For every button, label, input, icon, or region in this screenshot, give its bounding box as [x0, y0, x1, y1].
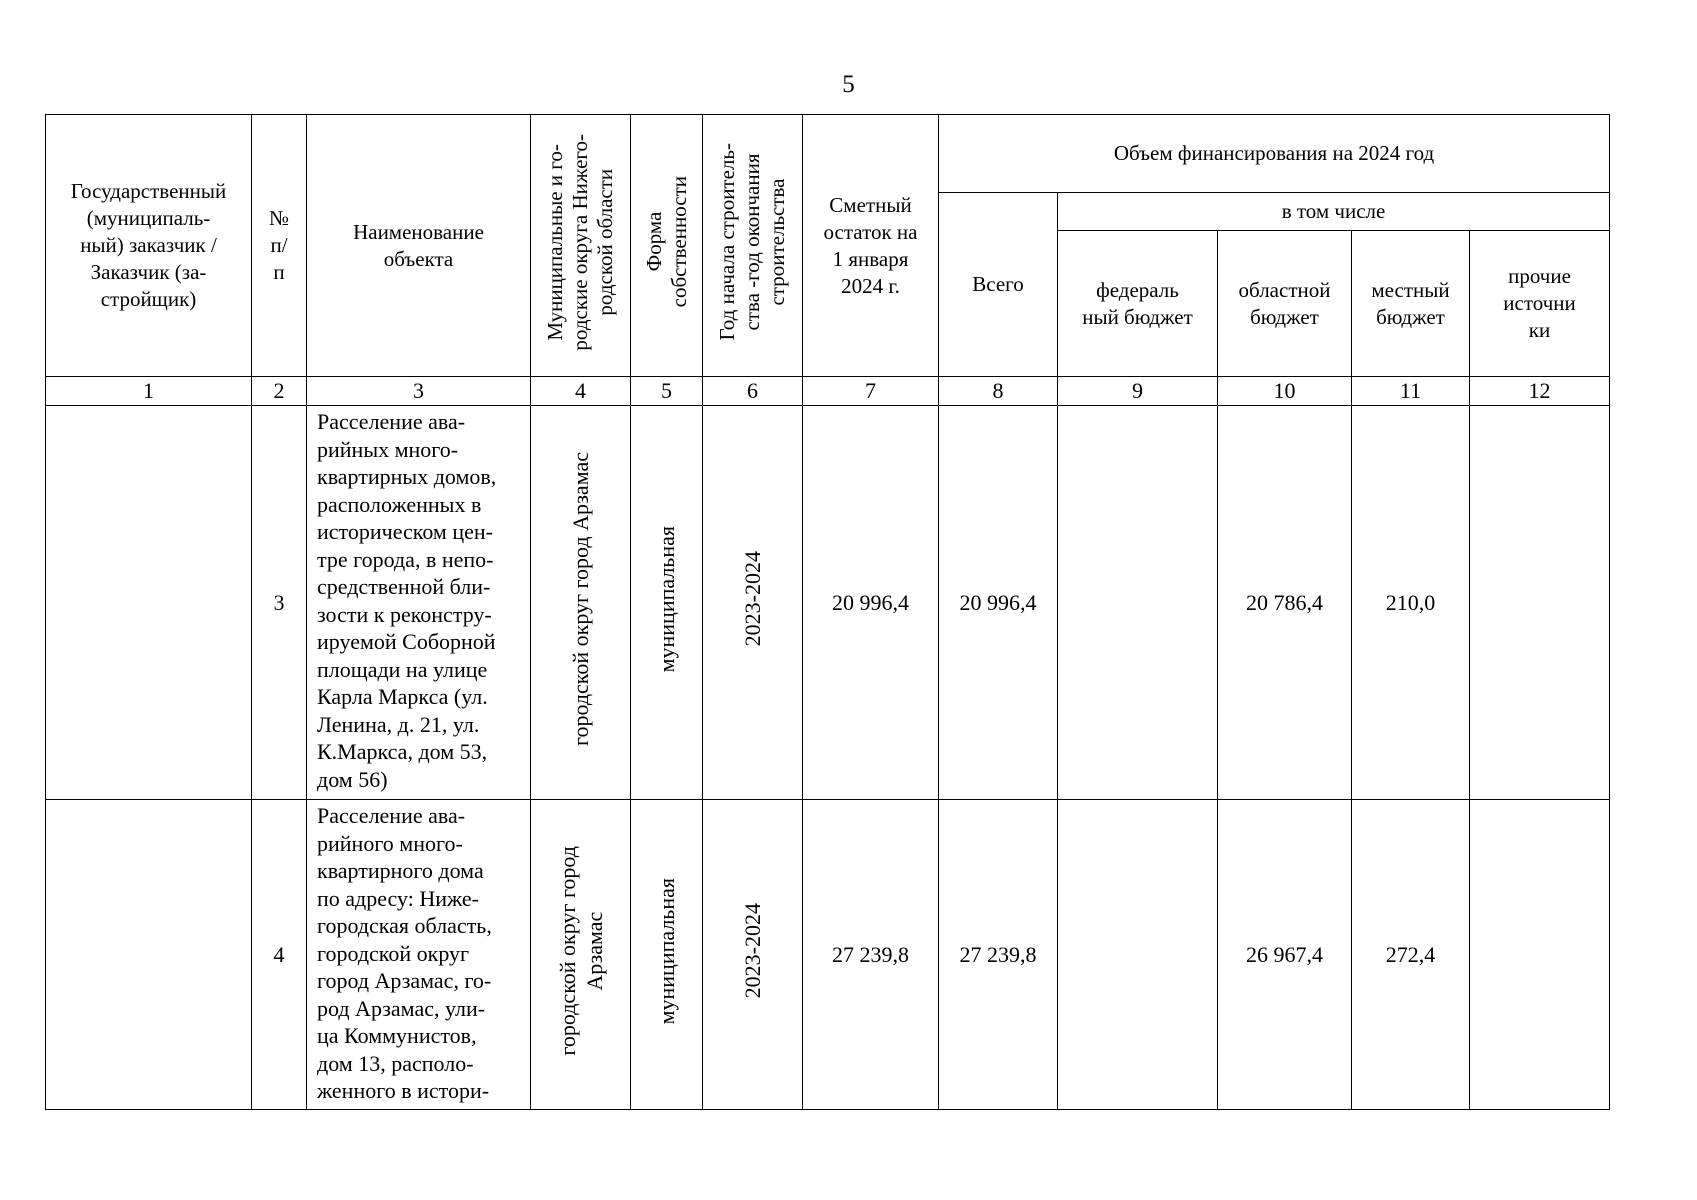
cell-local: 210,0 — [1352, 406, 1470, 800]
header-object-name: Наименование объекта — [307, 115, 531, 377]
cell-estimate: 27 239,8 — [803, 800, 939, 1110]
cell-total: 27 239,8 — [939, 800, 1058, 1110]
financing-table — [45, 114, 1610, 1110]
column-number: 1 — [46, 377, 252, 406]
header-other: прочие источни ки — [1470, 231, 1610, 377]
cell-regional: 26 967,4 — [1218, 800, 1352, 1110]
cell-regional: 20 786,4 — [1218, 406, 1352, 800]
header-local: местный бюджет — [1352, 231, 1470, 377]
cell-federal — [1058, 406, 1218, 800]
column-number: 3 — [307, 377, 531, 406]
column-number: 6 — [703, 377, 803, 406]
cell-total: 20 996,4 — [939, 406, 1058, 800]
column-number: 10 — [1218, 377, 1352, 406]
cell-municipality: городской округ город Арзамас — [531, 800, 631, 1110]
header-customer: Государственный (муниципаль- ный) заказчик / Заказчик (за- стройщик) — [46, 115, 252, 377]
header-municipality: Муниципальные и го- родские округа Нижего- родской области — [531, 115, 631, 377]
header-total: Всего — [939, 193, 1058, 377]
column-number: 8 — [939, 377, 1058, 406]
column-number: 5 — [631, 377, 703, 406]
header-ownership: Форма собственности — [631, 115, 703, 377]
cell-customer — [46, 800, 252, 1110]
header-including: в том числе — [1058, 193, 1610, 231]
cell-other — [1470, 406, 1610, 800]
cell-other — [1470, 800, 1610, 1110]
cell-municipality: городской округ город Арзамас — [531, 406, 631, 800]
cell-ownership: муниципальная — [631, 800, 703, 1110]
header-regional: областной бюджет — [1218, 231, 1352, 377]
column-number: 2 — [252, 377, 307, 406]
cell-object-name: Расселение ава- рийного много- квартирного дома по адресу: Ниже- городская область, городской округ город Арзамас, го- род Арзамас, ули- ца Коммунистов, дом 13, располо- женного в истори- — [307, 800, 531, 1110]
cell-federal — [1058, 800, 1218, 1110]
column-number: 12 — [1470, 377, 1610, 406]
header-funding-title: Объем финансирования на 2024 год — [939, 115, 1610, 193]
header-number: № п/ п — [252, 115, 307, 377]
cell-customer — [46, 406, 252, 800]
table-row — [46, 406, 1610, 800]
cell-estimate: 20 996,4 — [803, 406, 939, 800]
cell-object-name: Расселение ава- рийных много- квартирных домов, расположенных в историческом цен- тре города, в непо- средственной бли- зости к реконстру- ируемой Соборной площади на улице Карла Маркса (ул. Ленина, д. 21, ул. К.Маркса, дом 53, дом 56) — [307, 406, 531, 800]
cell-years: 2023-2024 — [703, 800, 803, 1110]
cell-years: 2023-2024 — [703, 406, 803, 800]
column-number: 9 — [1058, 377, 1218, 406]
cell-ownership: муниципальная — [631, 406, 703, 800]
cell-local: 272,4 — [1352, 800, 1470, 1110]
header-row-1 — [46, 115, 1610, 193]
header-federal: федераль ный бюджет — [1058, 231, 1218, 377]
table-row — [46, 800, 1610, 1110]
column-number: 7 — [803, 377, 939, 406]
cell-number: 3 — [252, 406, 307, 800]
cell-number: 4 — [252, 800, 307, 1110]
column-number: 4 — [531, 377, 631, 406]
page-number: 5 — [842, 71, 855, 98]
column-number: 11 — [1352, 377, 1470, 406]
column-numbers-row — [46, 377, 1610, 406]
header-estimate: Сметный остаток на 1 января 2024 г. — [803, 115, 939, 377]
header-years: Год начала строитель- ства -год окончания строительства — [703, 115, 803, 377]
